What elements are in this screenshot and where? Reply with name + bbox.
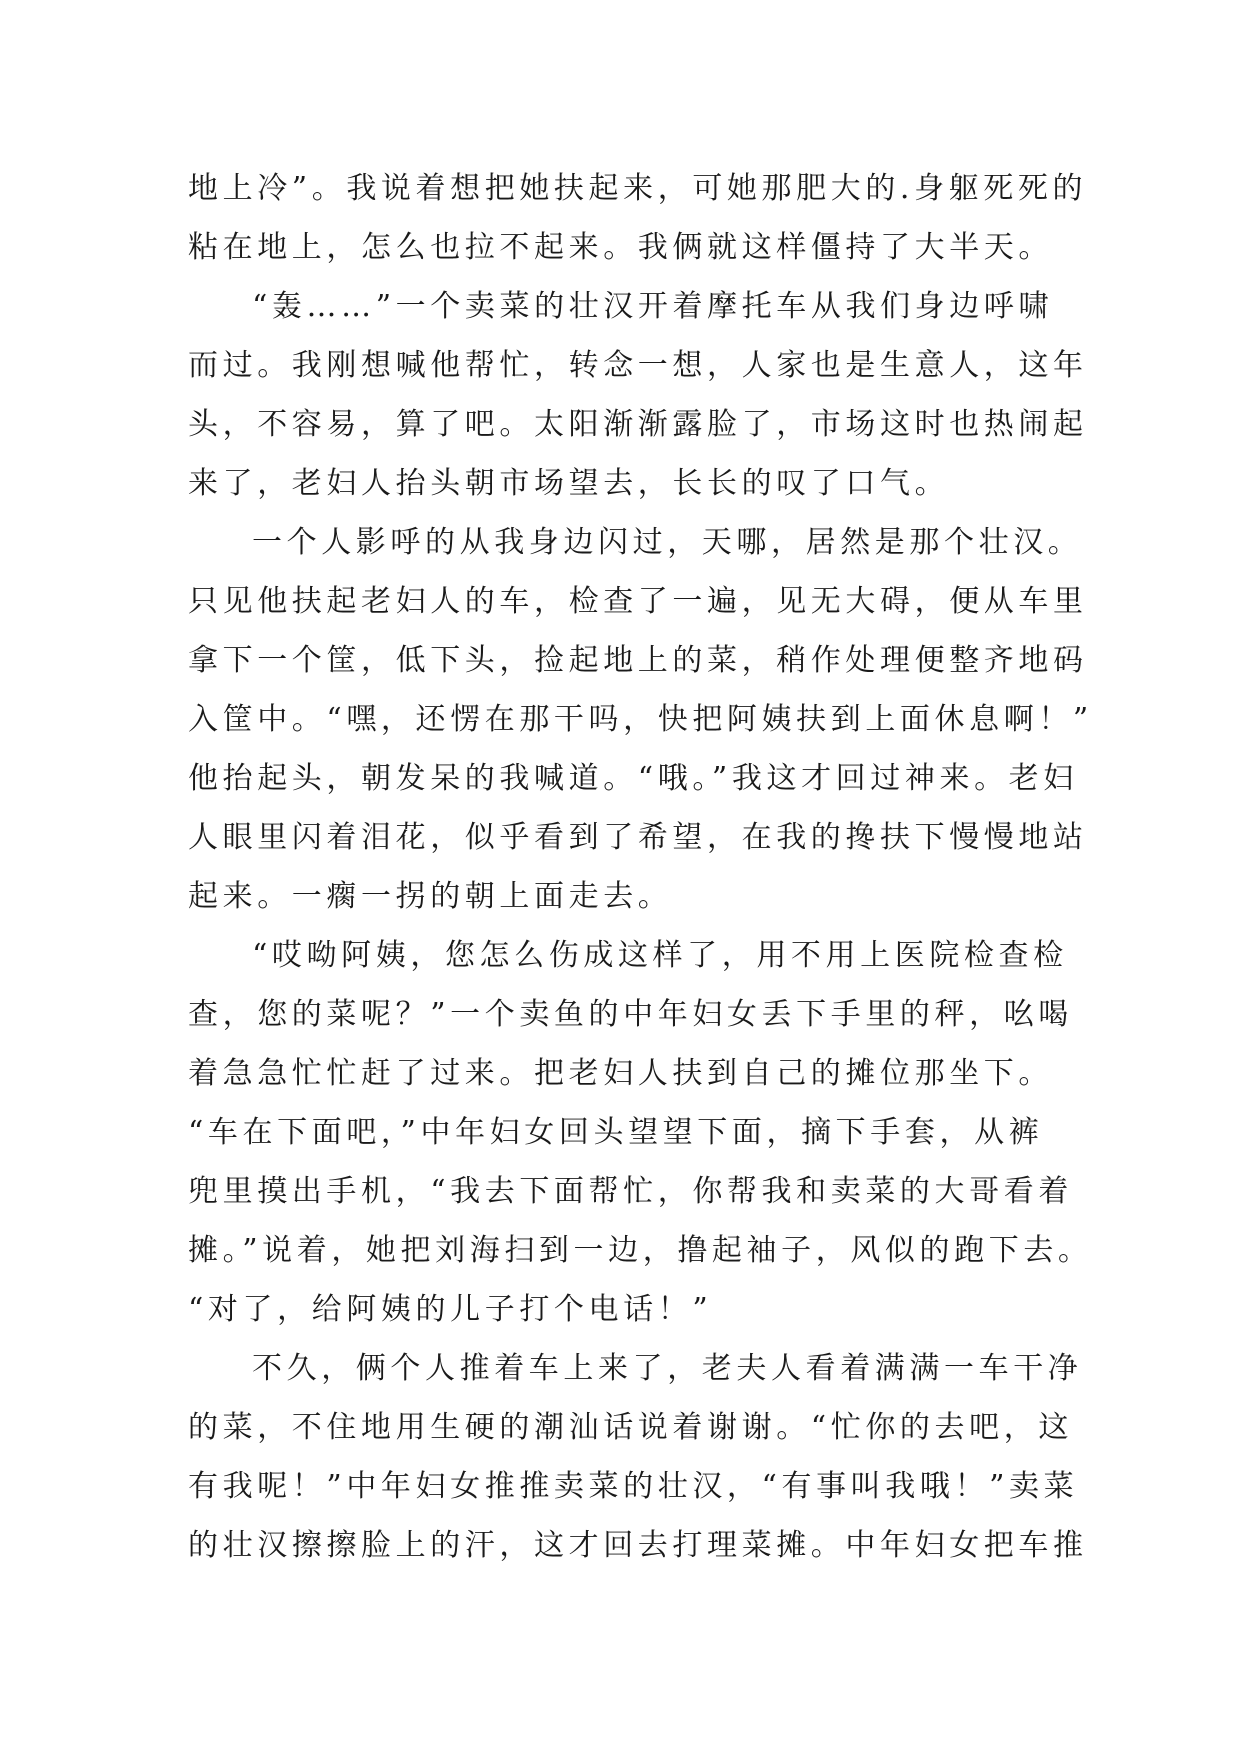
text-line: 兜里摸出手机，“我去下面帮忙，你帮我和卖菜的大哥看着 (188, 1174, 1073, 1209)
text-line: 摊。”说着，她把刘海扫到一边，撸起袖子，风似的跑下去。 (188, 1233, 1093, 1268)
text-line: 一个人影呼的从我身边闪过，天哪，居然是那个壮汉。 (252, 525, 1083, 560)
text-line: 粘在地上，怎么也拉不起来。我俩就这样僵持了大半天。 (188, 230, 1053, 265)
text-line: 的壮汉擦擦脸上的汗，这才回去打理菜摊。中年妇女把车推 (188, 1528, 1088, 1563)
text-line: 只见他扶起老妇人的车，检查了一遍，见无大碍，便从车里 (188, 584, 1088, 619)
text-line: 有我呢！”中年妇女推推卖菜的壮汉，“有事叫我哦！”卖菜 (188, 1469, 1079, 1504)
text-line: 头，不容易，算了吧。太阳渐渐露脸了，市场这时也热闹起 (188, 407, 1088, 442)
text-line: 来了，老妇人抬头朝市场望去，长长的叹了口气。 (188, 466, 950, 501)
text-line: “轰……”一个卖菜的壮汉开着摩托车从我们身边呼啸 (252, 289, 1054, 324)
text-line: 入筐中。“嘿，还愣在那干吗，快把阿姨扶到上面休息啊！” (188, 702, 1093, 737)
text-line: “对了，给阿姨的儿子打个电话！” (188, 1292, 713, 1327)
text-line: “车在下面吧，”中年妇女回头望望下面，摘下手套，从裤 (188, 1115, 1044, 1150)
text-line: 着急急忙忙赶了过来。把老妇人扶到自己的摊位那坐下。 (188, 1056, 1053, 1091)
text-line: 地上冷”。我说着想把她扶起来，可她那肥大的.身躯死死的 (188, 171, 1088, 206)
text-line: 不久，俩个人推着车上来了，老夫人看着满满一车干净 (252, 1351, 1083, 1386)
text-line: “哎呦阿姨，您怎么伤成这样了，用不用上医院检查检 (252, 938, 1068, 973)
document-body (188, 159, 1093, 1575)
text-line: 而过。我刚想喊他帮忙，转念一想，人家也是生意人，这年 (188, 348, 1088, 383)
text-line: 的菜，不住地用生硬的潮汕话说着谢谢。“忙你的去吧，这 (188, 1410, 1073, 1445)
text-line: 起来。一瘸一拐的朝上面走去。 (188, 879, 673, 914)
text-line: 他抬起头，朝发呆的我喊道。“哦。”我这才回过神来。老妇 (188, 761, 1078, 796)
text-line: 人眼里闪着泪花，似乎看到了希望，在我的搀扶下慢慢地站 (188, 820, 1088, 855)
text-line: 拿下一个筐，低下头，捡起地上的菜，稍作处理便整齐地码 (188, 643, 1088, 678)
text-line: 查，您的菜呢？”一个卖鱼的中年妇女丢下手里的秤，吆喝 (188, 997, 1073, 1032)
